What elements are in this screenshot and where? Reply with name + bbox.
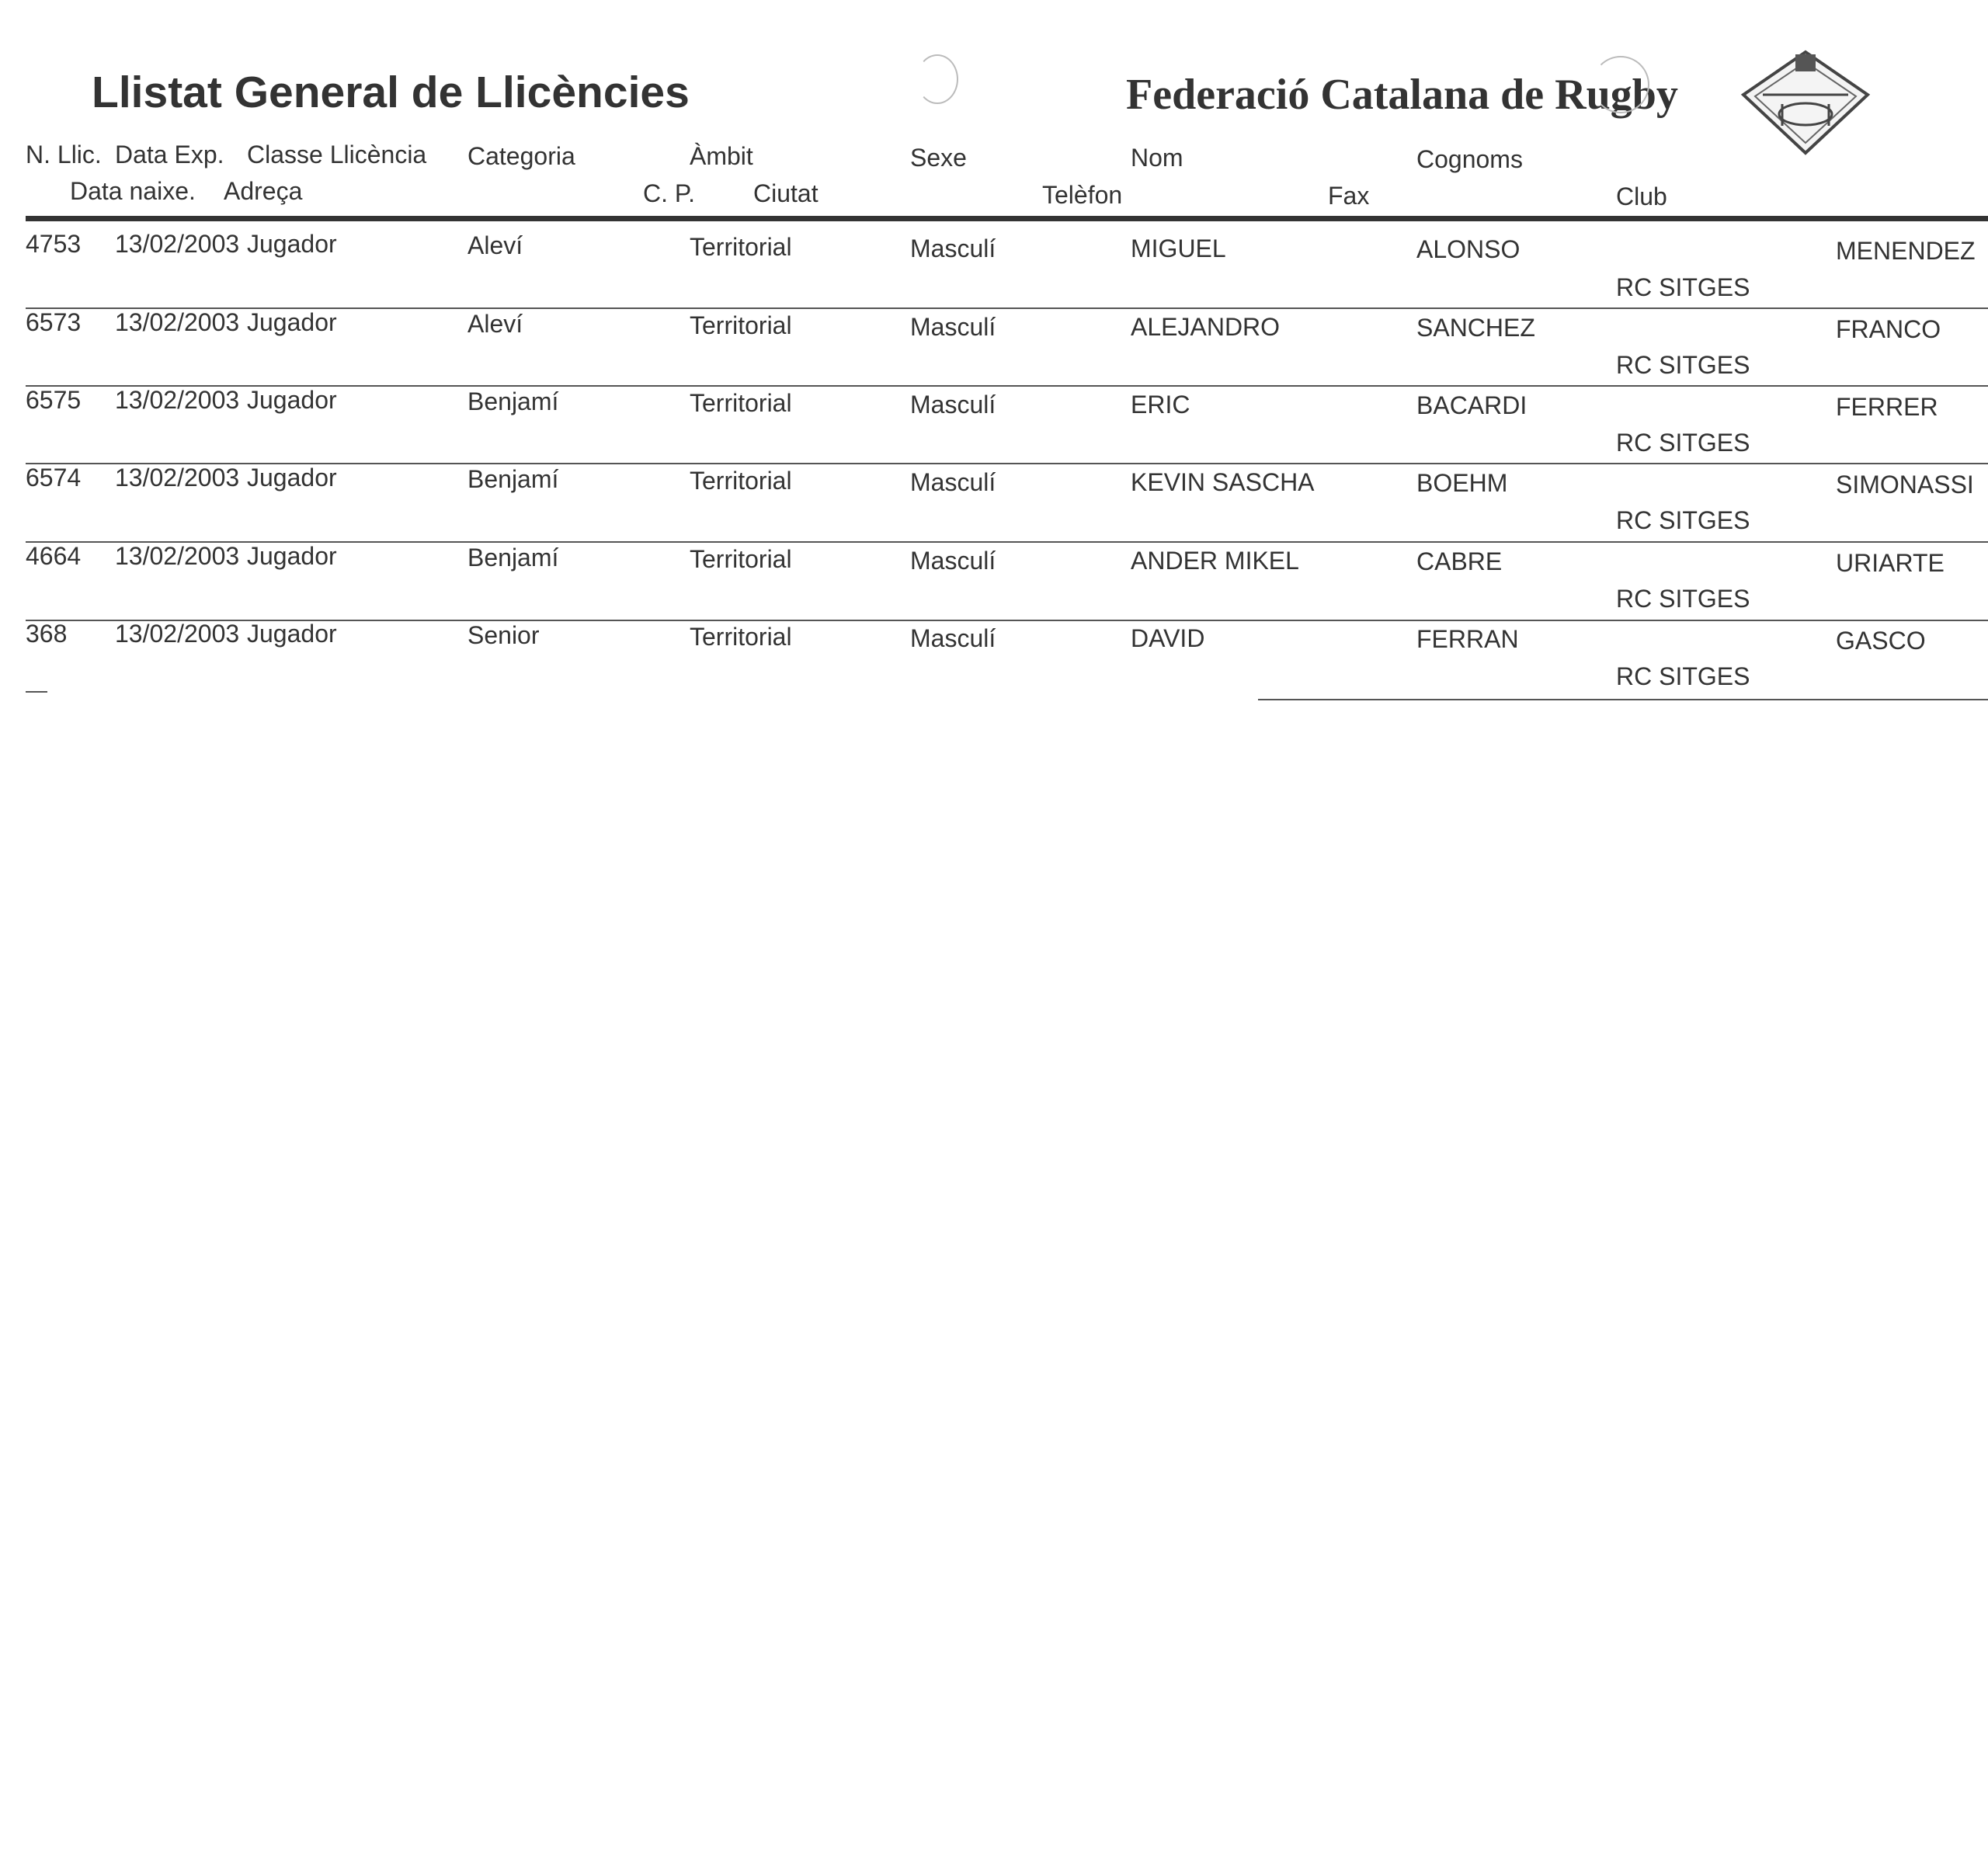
license-number: 6575: [26, 386, 82, 414]
license-class: Jugador: [247, 542, 337, 570]
expiry-date: 13/02/2003: [115, 464, 240, 492]
surname-1: CABRE: [1416, 547, 1503, 575]
club: RC SITGES: [1616, 662, 1750, 690]
header-cognoms: Cognoms: [1416, 145, 1523, 173]
header-fax: Fax: [1328, 182, 1370, 210]
first-name: ANDER MIKEL: [1131, 547, 1299, 575]
sex: Masculí: [910, 624, 996, 652]
club: RC SITGES: [1616, 429, 1750, 457]
license-class: Jugador: [247, 620, 337, 648]
header-ambit: Àmbit: [690, 142, 753, 170]
header-data-naixe: Data naixe.: [70, 177, 196, 205]
surname-2: FERRER: [1836, 393, 1938, 421]
document-title: Llistat General de Llicències: [92, 68, 690, 117]
category: Benjamí: [467, 544, 559, 571]
license-class: Jugador: [247, 464, 337, 492]
category: Aleví: [467, 231, 523, 259]
header-categoria: Categoria: [467, 142, 575, 170]
surname-1: ALONSO: [1416, 235, 1521, 263]
scope: Territorial: [690, 623, 792, 651]
organization-title: Federació Catalana de Rugby: [1126, 71, 1678, 119]
header-cp: C. P.: [643, 179, 695, 207]
club: RC SITGES: [1616, 351, 1750, 379]
header-nom: Nom: [1131, 144, 1183, 172]
scope: Territorial: [690, 467, 792, 495]
sex: Masculí: [910, 234, 996, 262]
expiry-date: 13/02/2003: [115, 308, 240, 336]
scan-mark: [916, 54, 958, 104]
license-number: 368: [26, 620, 68, 648]
scope: Territorial: [690, 233, 792, 261]
surname-2: FRANCO: [1836, 315, 1941, 343]
sex: Masculí: [910, 547, 996, 575]
surname-1: BACARDI: [1416, 391, 1527, 419]
sex: Masculí: [910, 313, 996, 341]
header-nllic: N. Llic.: [26, 141, 102, 168]
license-class: Jugador: [247, 386, 337, 414]
header-sexe: Sexe: [910, 144, 967, 172]
club: RC SITGES: [1616, 506, 1750, 534]
header-classe-llicencia: Classe Llicència: [247, 141, 427, 168]
header-telefon: Telèfon: [1042, 181, 1123, 209]
header-adreca: Adreça: [224, 177, 303, 205]
surname-1: SANCHEZ: [1416, 314, 1535, 342]
surname-2: MENENDEZ: [1836, 237, 1976, 265]
first-name: ERIC: [1131, 391, 1190, 419]
surname-2: GASCO: [1836, 627, 1926, 655]
license-number: 4753: [26, 230, 82, 258]
category: Benjamí: [467, 387, 559, 415]
expiry-date: 13/02/2003: [115, 542, 240, 570]
row-divider-stub: [26, 691, 47, 693]
first-name: KEVIN SASCHA: [1131, 468, 1315, 496]
scan-mark: [1592, 56, 1649, 113]
scope: Territorial: [690, 311, 792, 339]
category: Senior: [467, 621, 540, 649]
scope: Territorial: [690, 545, 792, 573]
scope: Territorial: [690, 389, 792, 417]
row-divider: [1258, 699, 1988, 700]
header-divider: [26, 216, 1988, 221]
license-class: Jugador: [247, 230, 337, 258]
first-name: MIGUEL: [1131, 234, 1226, 262]
category: Aleví: [467, 310, 523, 338]
license-number: 6574: [26, 464, 82, 492]
license-number: 4664: [26, 542, 82, 570]
license-class: Jugador: [247, 308, 337, 336]
surname-2: URIARTE: [1836, 549, 1945, 577]
expiry-date: 13/02/2003: [115, 386, 240, 414]
header-club: Club: [1616, 182, 1667, 210]
sex: Masculí: [910, 391, 996, 419]
club: RC SITGES: [1616, 273, 1750, 301]
expiry-date: 13/02/2003: [115, 230, 240, 258]
surname-2: SIMONASSI: [1836, 471, 1974, 499]
license-number: 6573: [26, 308, 82, 336]
first-name: DAVID: [1131, 624, 1205, 652]
fcr-shield-logo-icon: [1740, 48, 1872, 165]
surname-1: BOEHM: [1416, 469, 1508, 497]
expiry-date: 13/02/2003: [115, 620, 240, 648]
first-name: ALEJANDRO: [1131, 313, 1281, 341]
header-ciutat: Ciutat: [753, 179, 818, 207]
header-data-exp: Data Exp.: [115, 141, 224, 168]
surname-1: FERRAN: [1416, 625, 1519, 653]
club: RC SITGES: [1616, 585, 1750, 613]
sex: Masculí: [910, 468, 996, 496]
category: Benjamí: [467, 465, 559, 493]
